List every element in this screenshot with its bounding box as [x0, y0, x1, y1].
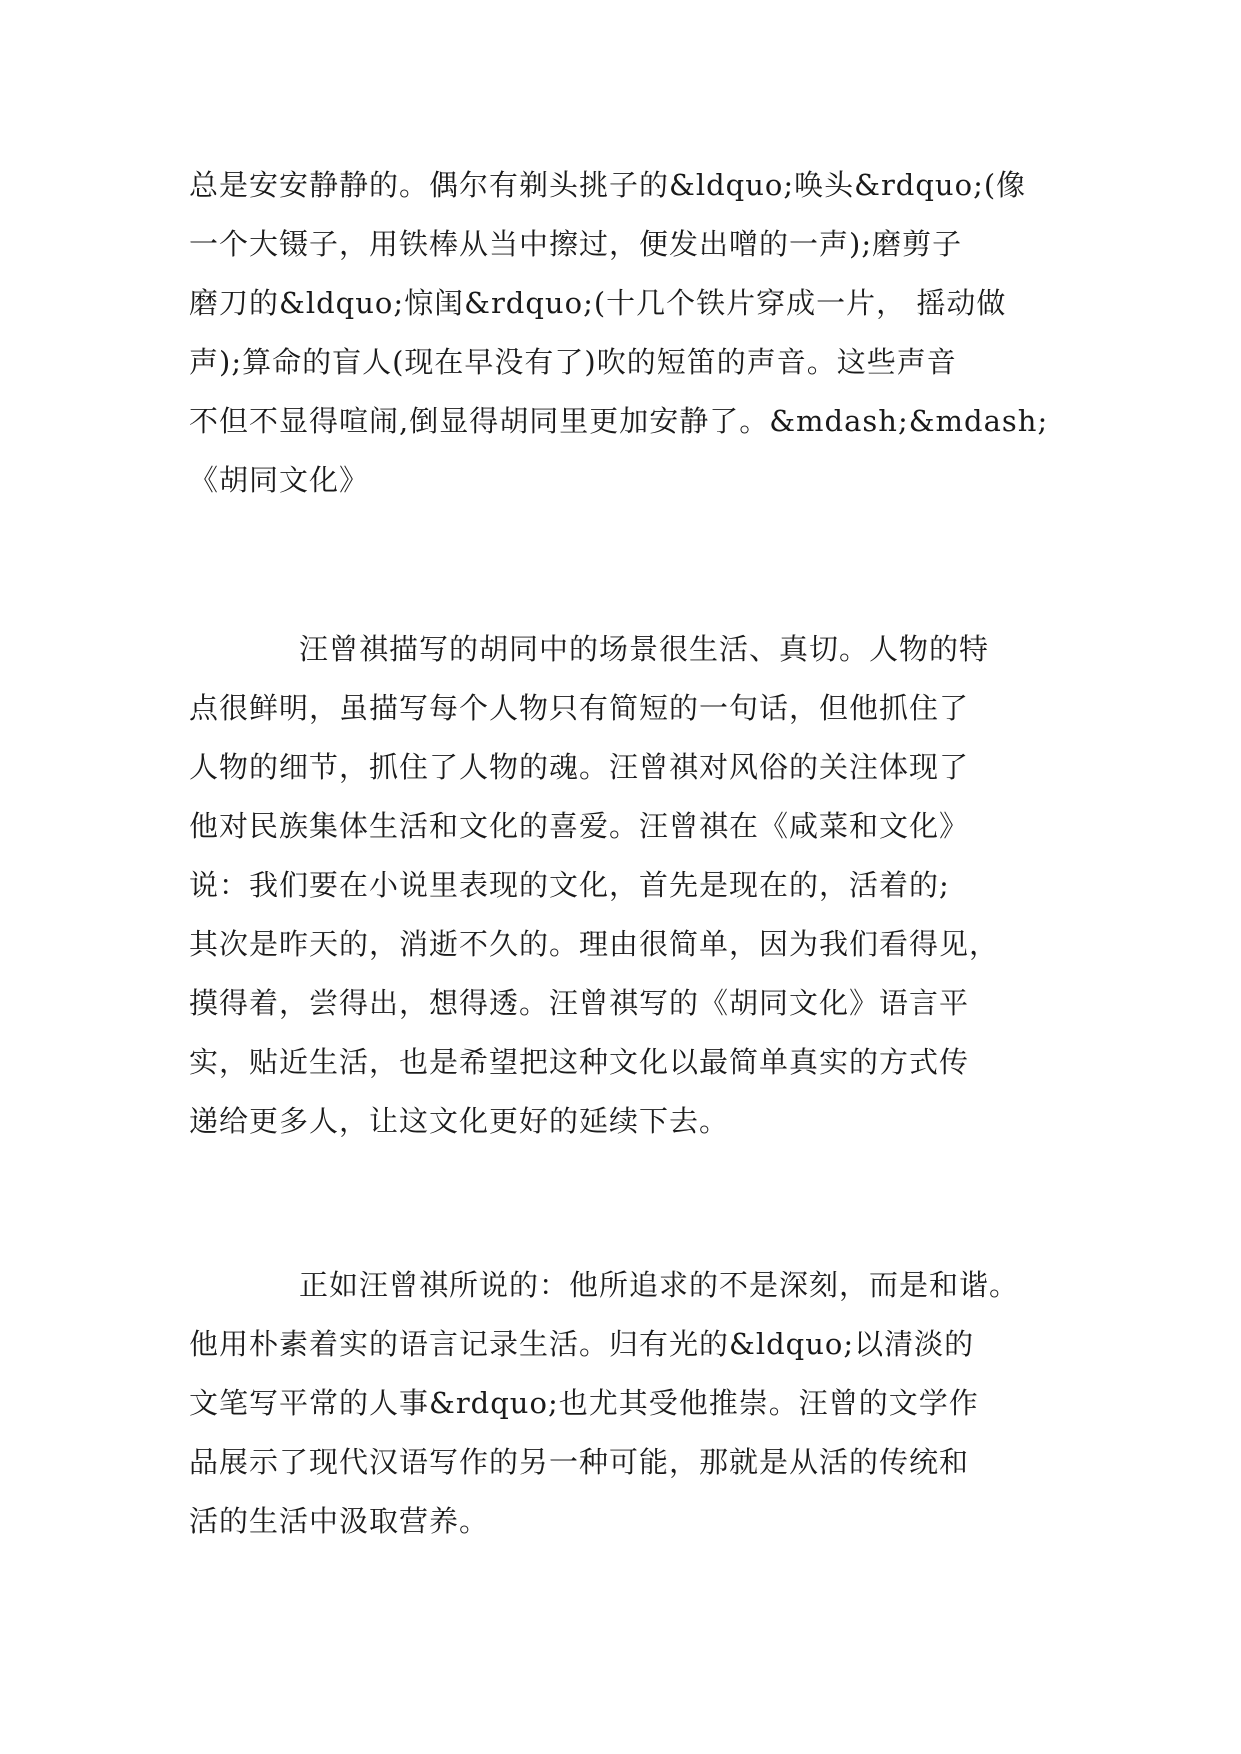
text-line: 正如汪曾祺所说的：他所追求的不是深刻，而是和谐。: [299, 1268, 1020, 1302]
text-line: 总是安安静静的。偶尔有剃头挑子的&ldquo;唤头&rdquo;(像: [189, 168, 1027, 202]
text-line: 其次是昨天的，消逝不久的。理由很简单，因为我们看得见，: [189, 927, 1000, 961]
text-line: 他用朴素着实的语言记录生活。归有光的&ldquo;以清淡的: [189, 1327, 975, 1361]
text-line: 声);算命的盲人(现在早没有了)吹的短笛的声音。这些声音: [189, 345, 957, 379]
text-line: 人物的细节，抓住了人物的魂。汪曾祺对风俗的关注体现了: [189, 750, 970, 784]
text-line: 磨刀的&ldquo;惊闺&rdquo;(十几个铁片穿成一片， 摇动做: [189, 286, 1007, 320]
text-line: 实，贴近生活，也是希望把这种文化以最简单真实的方式传: [189, 1045, 970, 1079]
text-line: 品展示了现代汉语写作的另一种可能，那就是从活的传统和: [189, 1445, 970, 1479]
text-line: 递给更多人，让这文化更好的延续下去。: [189, 1104, 730, 1138]
text-line: 不但不显得喧闹,倒显得胡同里更加安静了。&mdash;&mdash;: [189, 404, 1049, 438]
text-line: 一个大镊子，用铁棒从当中擦过，便发出噌的一声);磨剪子: [189, 227, 963, 261]
text-line: 说：我们要在小说里表现的文化，首先是现在的，活着的;: [189, 868, 950, 902]
text-line: 活的生活中汲取营养。: [189, 1504, 490, 1538]
text-line: 文笔写平常的人事&rdquo;也尤其受他推崇。汪曾的文学作: [189, 1386, 979, 1420]
text-line: 《胡同文化》: [189, 463, 370, 497]
text-line: 汪曾祺描写的胡同中的场景很生活、真切。人物的特: [299, 632, 990, 666]
paragraph-1: [189, 156, 1069, 510]
text-line: 点很鲜明，虽描写每个人物只有简短的一句话，但他抓住了: [189, 691, 970, 725]
paragraph-2: [189, 620, 1069, 1151]
paragraph-3: [189, 1256, 1069, 1551]
text-line: 他对民族集体生活和文化的喜爱。汪曾祺在《咸菜和文化》: [189, 809, 970, 843]
text-line: 摸得着，尝得出，想得透。汪曾祺写的《胡同文化》语言平: [189, 986, 970, 1020]
